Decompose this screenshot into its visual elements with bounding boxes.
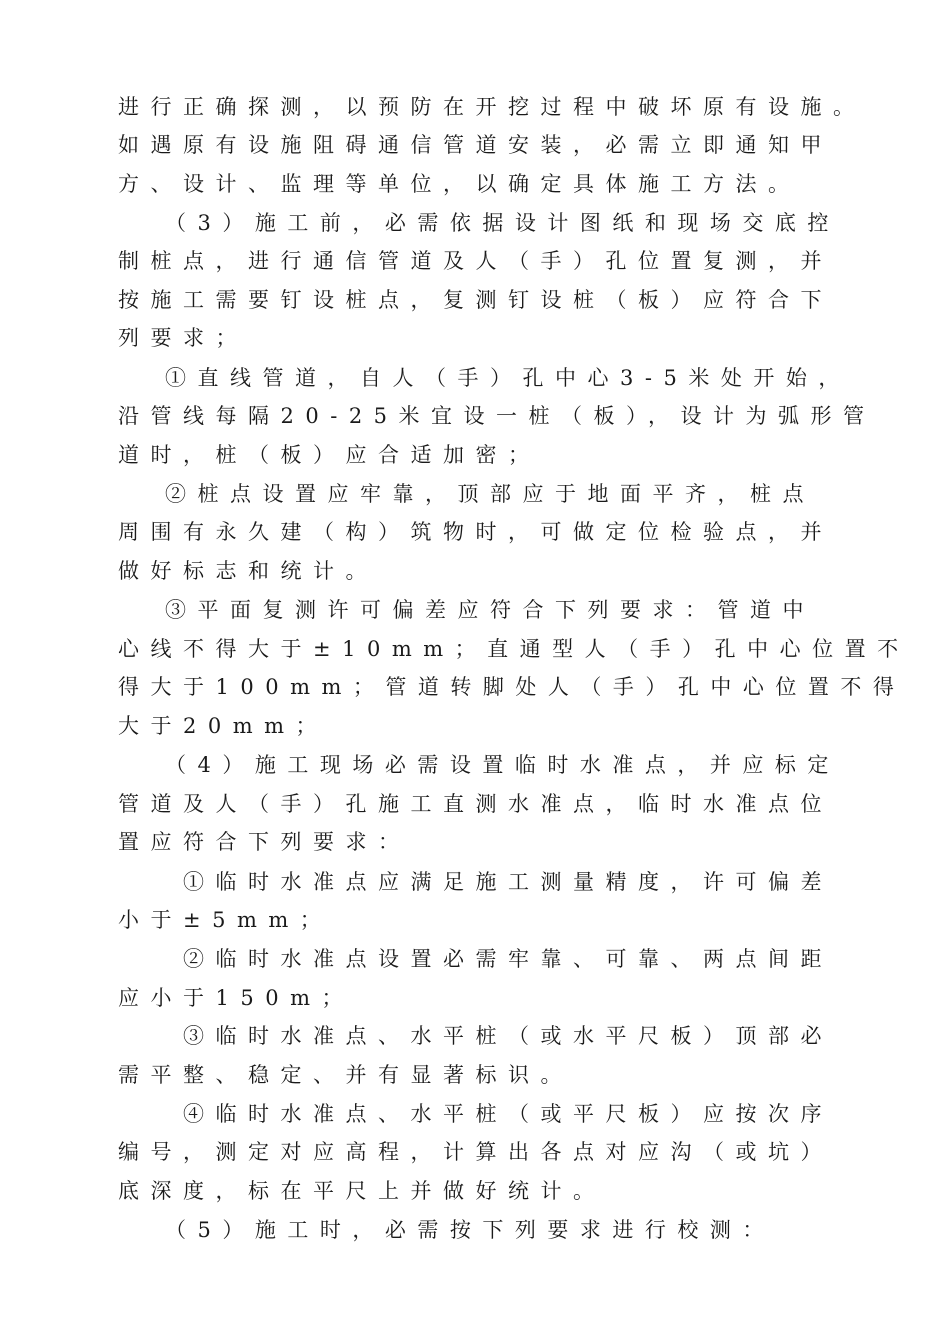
text-line: 编号，测定对应高程，计算出各点对应沟（或坑） bbox=[118, 1140, 833, 1164]
text-line: ②临时水准点设置必需牢靠、可靠、两点间距 bbox=[183, 947, 833, 971]
text-line: 得大于100mm；管道转脚处人（手）孔中心位置不得 bbox=[118, 675, 906, 699]
text-line: 底深度，标在平尺上并做好统计。 bbox=[118, 1179, 606, 1203]
text-line: 大于20mm； bbox=[118, 714, 329, 738]
text-line: ①直线管道，自人（手）孔中心3-5米处开始， bbox=[165, 366, 851, 390]
text-line: 如遇原有设施阻碍通信管道安装，必需立即通知甲 bbox=[118, 133, 833, 157]
text-line: 道时，桩（板）应合适加密； bbox=[118, 443, 541, 467]
text-line: （4）施工现场必需设置临时水准点，并应标定 bbox=[165, 753, 840, 777]
text-line: 按施工需要钉设桩点，复测钉设桩（板）应符合下 bbox=[118, 288, 833, 312]
text-line: 周围有永久建（构）筑物时，可做定位检验点，并 bbox=[118, 520, 833, 544]
text-line: （5）施工时，必需按下列要求进行校测： bbox=[165, 1218, 775, 1242]
text-line: ③平面复测许可偏差应符合下列要求：管道中 bbox=[165, 598, 815, 622]
text-line: 沿管线每隔20-25米宜设一桩（板），设计为弧形管 bbox=[118, 404, 876, 428]
text-line: ④临时水准点、水平桩（或平尺板）应按次序 bbox=[183, 1102, 833, 1126]
text-line: 心线不得大于±10mm；直通型人（手）孔中心位置不 bbox=[118, 637, 910, 661]
text-line: 应小于150m； bbox=[118, 986, 354, 1010]
text-line: 制桩点，进行通信管道及人（手）孔位置复测，并 bbox=[118, 249, 833, 273]
text-line: 列要求； bbox=[118, 326, 248, 350]
text-line: 进行正确探测，以预防在开挖过程中破坏原有设施。 bbox=[118, 95, 866, 119]
text-line: ③临时水准点、水平桩（或水平尺板）顶部必 bbox=[183, 1024, 833, 1048]
text-line: 方、设计、监理等单位，以确定具体施工方法。 bbox=[118, 172, 801, 196]
text-line: ①临时水准点应满足施工测量精度，许可偏差 bbox=[183, 870, 833, 894]
text-line: 管道及人（手）孔施工直测水准点，临时水准点位 bbox=[118, 792, 833, 816]
text-line: （3）施工前，必需依据设计图纸和现场交底控 bbox=[165, 211, 840, 235]
text-line: ②桩点设置应牢靠，顶部应于地面平齐，桩点 bbox=[165, 482, 815, 506]
text-line: 做好标志和统计。 bbox=[118, 559, 378, 583]
text-line: 置应符合下列要求： bbox=[118, 830, 411, 854]
text-line: 需平整、稳定、并有显著标识。 bbox=[118, 1063, 573, 1087]
text-line: 小于±5mm； bbox=[118, 908, 333, 932]
